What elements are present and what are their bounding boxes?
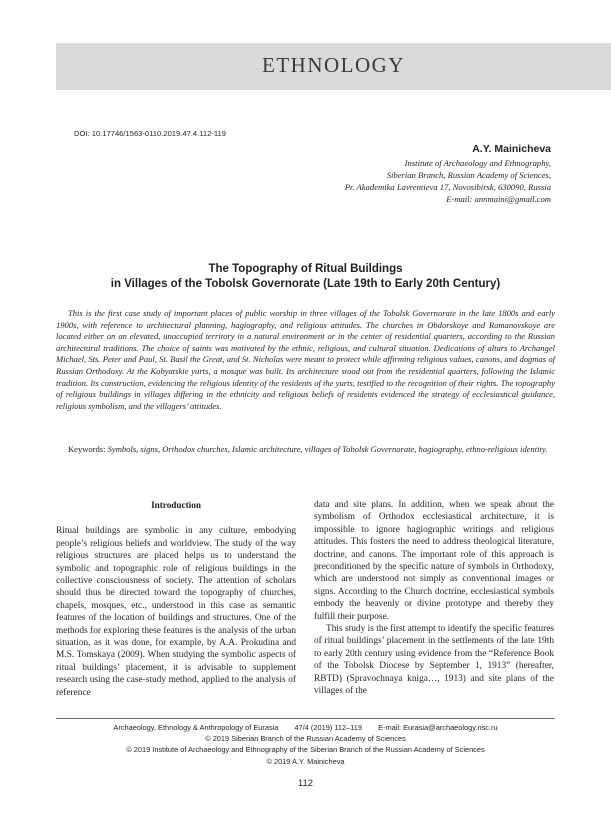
affiliation-line: Institute of Archaeology and Ethnography, xyxy=(404,158,551,168)
affiliation-line: Pr. Akademika Lavrentieva 17, Novosibirsk, 630090, Russia xyxy=(344,181,551,192)
body-paragraph: This study is the first attempt to identify the specific features of ritual buildings’ placement in the settlements of the late 19th to early 20th century using evidence from the “Reference Book of the Tobolsk Diocese by September 1, 1913” (hereafter, RBTD) (Spravochnaya kniga…, 1913) and site plans of the villages of the xyxy=(314,624,554,697)
copyright-line: © 2019 Siberian Branch of the Russian Academy of Sciences xyxy=(205,734,406,744)
copyright-line: © 2019 Institute of Archaeology and Ethnography of the Siberian Branch of the Russian Academy of Sciences xyxy=(126,745,485,755)
footer-divider xyxy=(56,718,555,719)
doi: DOI: 10.17746/1563-0110.2019.47.4.112-119 xyxy=(74,129,226,138)
introduction-heading: Introduction xyxy=(151,500,201,510)
section-title: ETHNOLOGY xyxy=(262,53,405,77)
copyright-line: © 2019 A.Y. Mainicheva xyxy=(266,756,345,766)
page-number: 112 xyxy=(297,778,314,789)
journal-info xyxy=(56,722,555,733)
article-title xyxy=(56,262,555,292)
title-line: in Villages of the Tobolsk Governorate (Late 19th to Early 20th Century) xyxy=(110,278,501,290)
abstract: This is the first case study of important places of public worship in three villages of the Tobolsk Governorate in the late 1800s and early 1900s, with reference to architectural planning, hagiography, and religious attitudes. The churches in Obdorskoye and Romanovskoye are located either on an elevated, unoccupied territory in a natural environment or in the center of residential quarters, according to the Russian architectural traditions. The choice of saints was motivated by the ethnic, religious, and cultural situation. Dedications of altars to Archangel Michael, Sts. Peter and Paul, St. Basil the Great, and St. Nicholas were meant to protect while affirming religious values, canons, and dogmas of Russian Orthodoxy. At the Kobyatskie yurts, a mosque was built. Its architecture stood out from the residential quarters, following the Islamic tradition. Its construction, evidencing the religious identity of the residents of the yurts, testified to the recognition of their rights. The topography of religious buildings in villages differing in the ethnicity and religious beliefs of residents evidenced the strategy of ecclesiastical guidance, religious symbolism, and the villagers’ attitudes. xyxy=(56,308,555,411)
body-paragraph: data and site plans. In addition, when we speak about the symbolism of Orthodox ecclesiastical architecture, it is impossible to ignore hagiographic writings and religious attitudes. This fosters the need to address theological literature, doctrine, and canons. The important role of this approach is preconditioned by the specific nature of symbols in Orthodoxy, which are understood not simply as conventional images or signs. According to the Church doctrine, ecclesiastical symbols embody the heavenly or divine prototype and thereby they fulfill their purpose. xyxy=(314,500,554,622)
title-line: The Topography of Ritual Buildings xyxy=(208,263,403,275)
journal-name: Archaeology, Ethnology & Anthropology of Eurasia xyxy=(113,723,279,732)
left-column xyxy=(56,499,296,699)
affiliation-line: Siberian Branch, Russian Academy of Sciences, xyxy=(386,169,551,180)
author-block xyxy=(251,143,551,206)
keywords xyxy=(56,444,555,456)
journal-email: E-mail: Eurasia@archaeology.nsc.ru xyxy=(378,723,498,732)
keywords-label: Keywords: xyxy=(68,444,108,454)
journal-issue: 47/4 (2019) 112–119 xyxy=(294,723,363,732)
section-banner xyxy=(56,43,611,90)
keywords-text: Symbols, signs, Orthodox churches, Islamic architecture, villages of Tobolsk Governorate, hagiography, ethno-religious identity. xyxy=(107,444,548,454)
body-paragraph: Ritual buildings are symbolic in any culture, embodying people’s religious beliefs and worldview. The study of the way religious structures are placed helps us to understand the symbolic and topographic role of religious buildings in the collective consciousness of society. The attention of scholars should thus be directed toward the topography of churches, chapels, mosques, etc., understood in this case as semantic features of the location of buildings and structures. One of the methods for exploring these features is the analysis of the urban situation, as it was done, for example, by A.A. Prokudina and M.S. Tomskaya (2009). When studying the symbolic aspects of ritual buildings’ placement, it is advisable to supplement research using the case-study method, applied to the analysis of reference xyxy=(56,526,296,698)
author-email: E-mail: annmaini@gmail.com xyxy=(446,193,551,204)
author-name: A.Y. Mainicheva xyxy=(472,143,551,155)
right-column xyxy=(314,499,554,698)
footer xyxy=(56,722,555,767)
